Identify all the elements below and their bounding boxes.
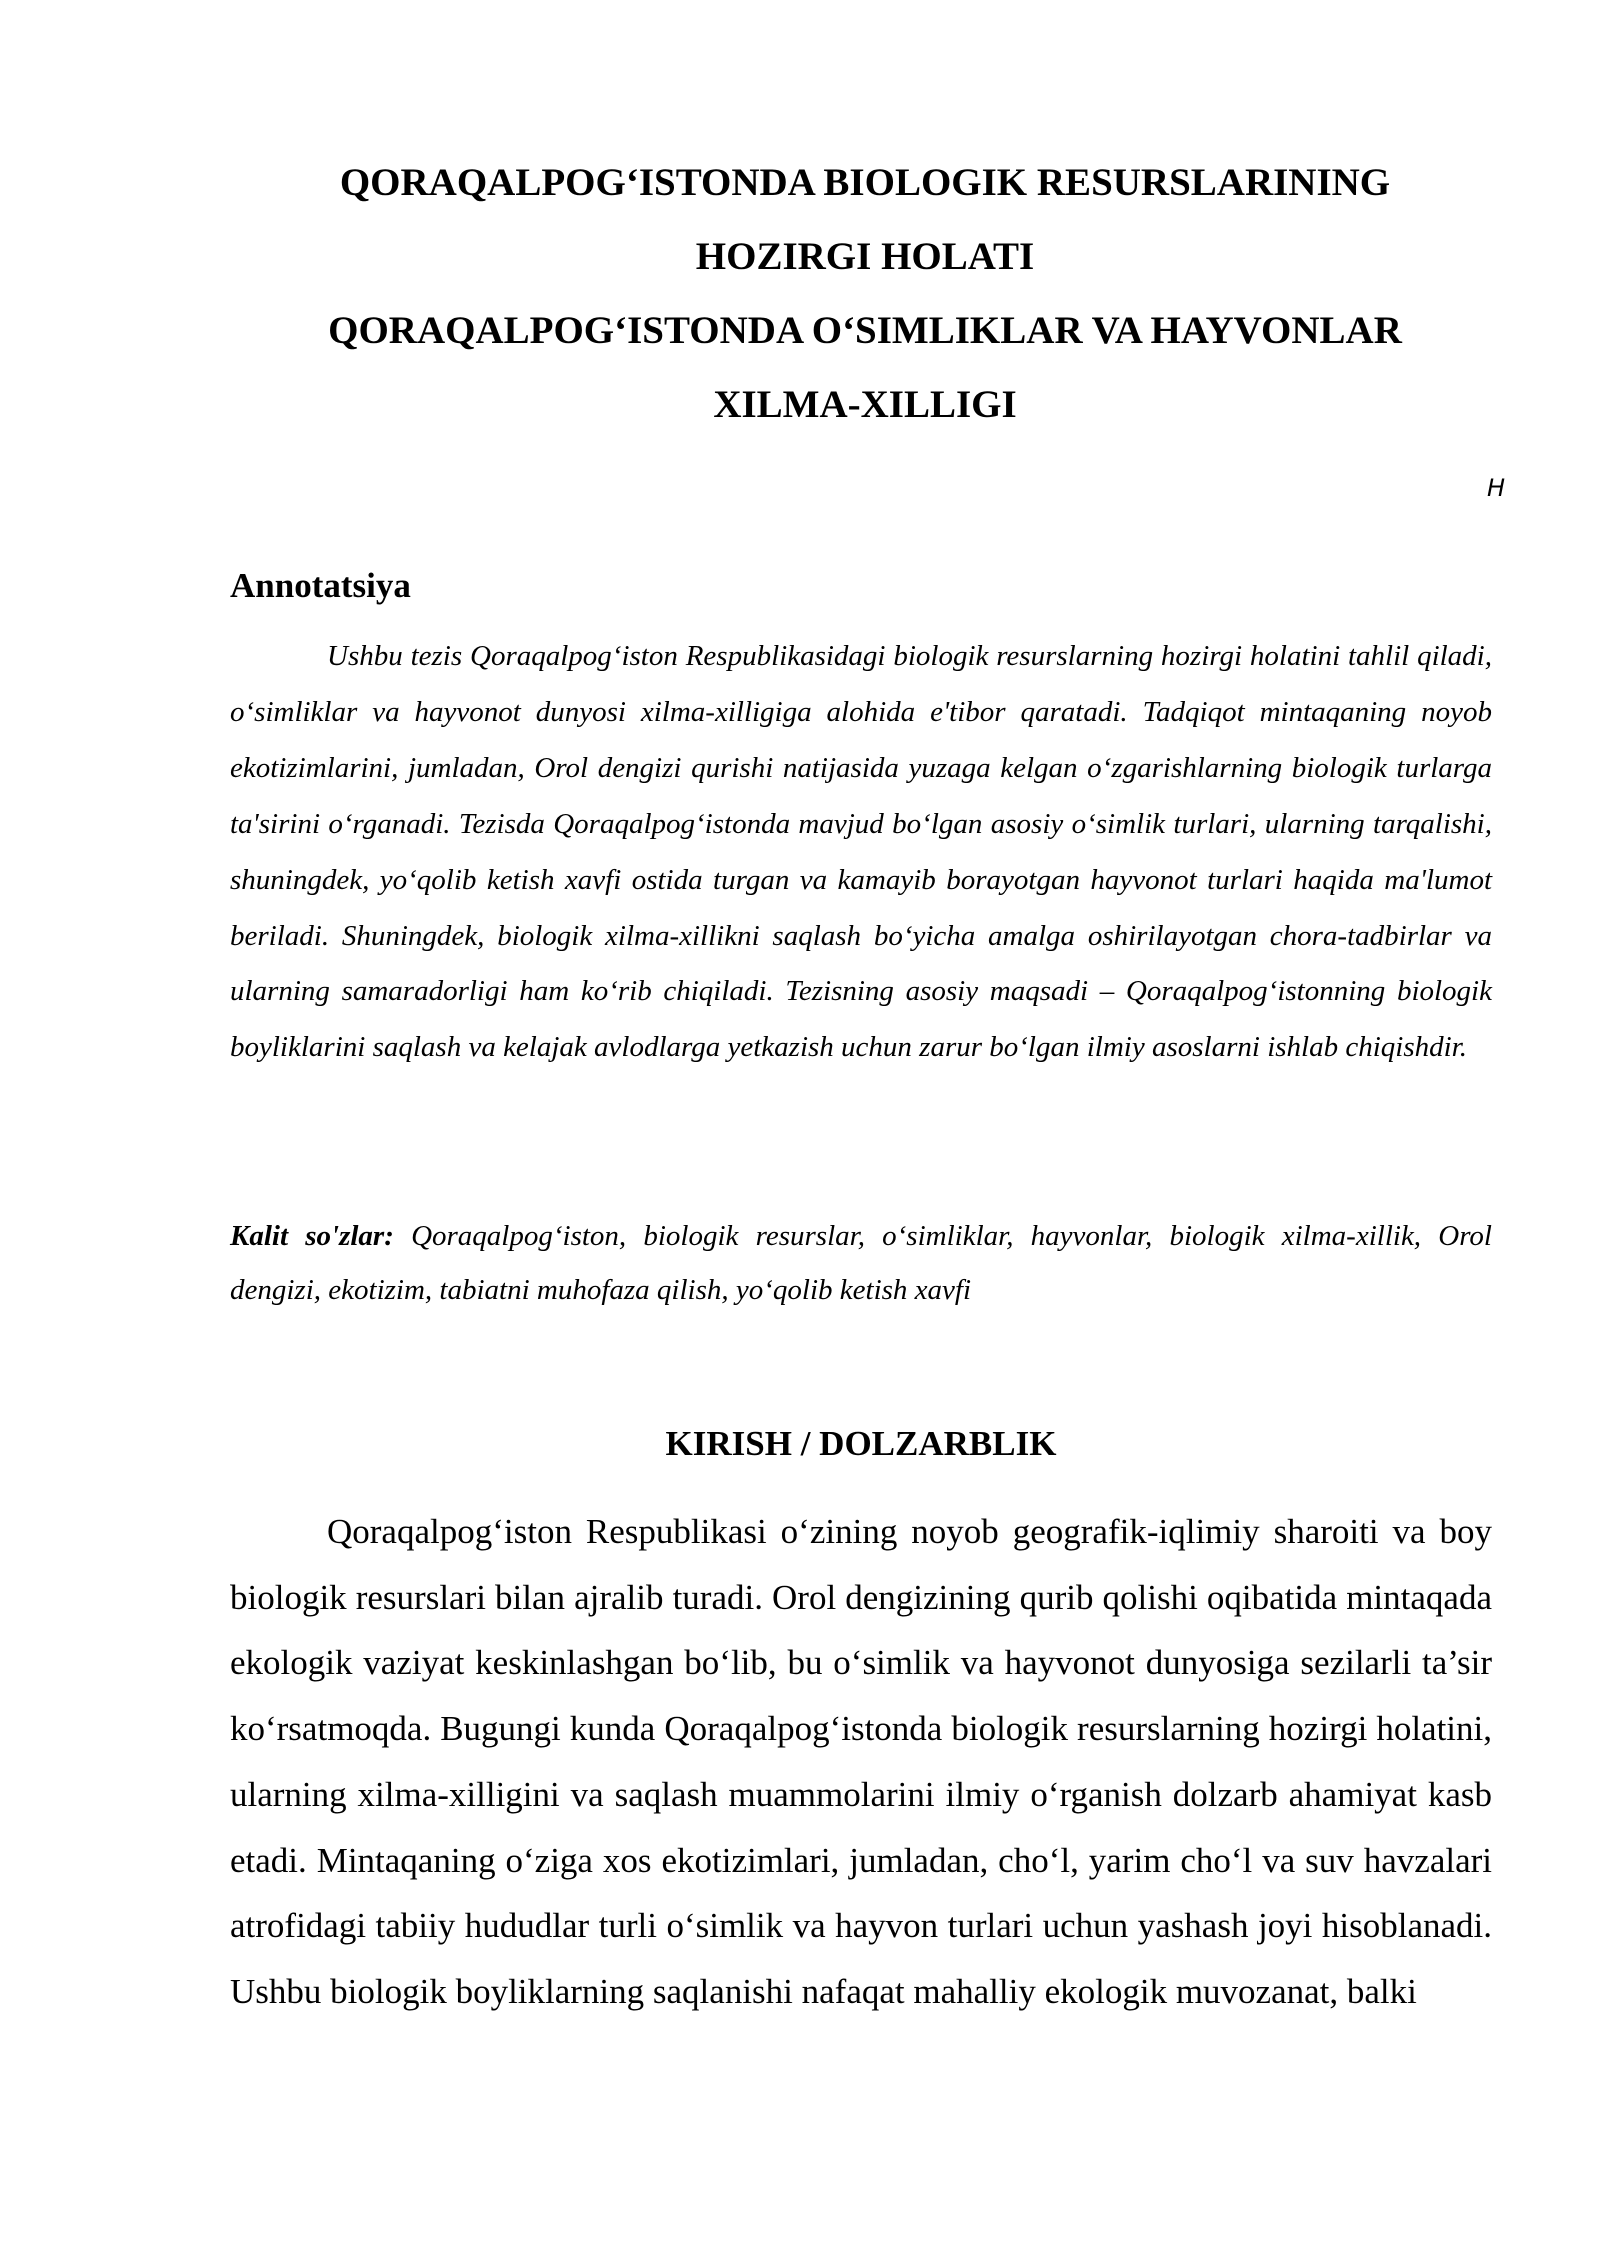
title-line: HOZIRGI HOLATI (695, 235, 1035, 278)
title-line: QORAQALPOG‘ISTONDA O‘SIMLIKLAR VA HAYVONLAR (328, 309, 1402, 352)
document-title (230, 146, 1500, 442)
annotation-text: Ushbu tezis Qoraqalpog‘iston Respublikasidagi biologik resurslarning hozirgi holatini tahlil qiladi, o‘simliklar va hayvonot dunyosi xilma-xilligiga alohida e'tibor qaratadi. Tadqiqot mintaqaning noyob ekotizimlarini, jumladan, Orol dengizi qurishi natijasida yuzaga kelgan o‘zgarishlarning biologik turlarga ta'sirini o‘rganadi. Tezisda Qoraqalpog‘istonda mavjud bo‘lgan asosiy o‘simlik turlari, ularning tarqalishi, shuningdek, yo‘qolib ketish xavfi ostida turgan va kamayib borayotgan hayvonot turlari haqida ma'lumot beriladi. Shuningdek, biologik xilma-xillikni saqlash bo‘yicha amalga oshirilayotgan chora-tadbirlar va ularning samaradorligi ham ko‘rib chiqiladi. Tezisning asosiy maqsadi – Qoraqalpog‘istonning biologik boyliklarini saqlash va kelajak avlodlarga yetkazish uchun zarur bo‘lgan ilmiy asoslarni ishlab chiqishdir. (230, 640, 1492, 1064)
introduction-text: Qoraqalpog‘iston Respublikasi o‘zining noyob geografik-iqlimiy sharoiti va boy biologik resurslari bilan ajralib turadi. Orol dengizining qurib qolishi oqibatida mintaqada ekologik vaziyat keskinlashgan bo‘lib, bu o‘simlik va hayvonot dunyosiga sezilarli ta’sir ko‘rsatmoqda. Bugungi kunda Qoraqalpog‘istonda biologik resurslarning hozirgi holatini, ularning xilma-xilligini va saqlash muammolarini ilmiy o‘rganish dolzarb ahamiyat kasb etadi. Mintaqaning o‘ziga xos ekotizimlari, jumladan, cho‘l, yarim cho‘l va suv havzalari atrofidagi tabiiy hududlar turli o‘simlik va hayvon turlari uchun yashash joyi hisoblanadi. Ushbu biologik boyliklarning saqlanishi nafaqat mahalliy ekologik muvozanat, balki (230, 1512, 1492, 2011)
keywords-label: Kalit so'zlar: (230, 1220, 394, 1252)
title-line: XILMA-XILLIGI (713, 383, 1017, 426)
keywords-text: Qoraqalpog‘iston, biologik resurslar, o‘simliklar, hayvonlar, biologik xilma-xillik, Orol dengizi, ekotizim, tabiatni muhofaza qilish, yo‘qolib ketish xavfi (230, 1220, 1492, 1306)
keywords-paragraph (230, 1209, 1492, 1317)
title-line: QORAQALPOG‘ISTONDA BIOLOGIK RESURSLARINING (339, 161, 1391, 204)
author-mark: Н (1486, 474, 1505, 502)
annotation-heading: Annotatsiya (230, 566, 411, 605)
introduction-heading: KIRISH / DOLZARBLIK (665, 1424, 1057, 1463)
